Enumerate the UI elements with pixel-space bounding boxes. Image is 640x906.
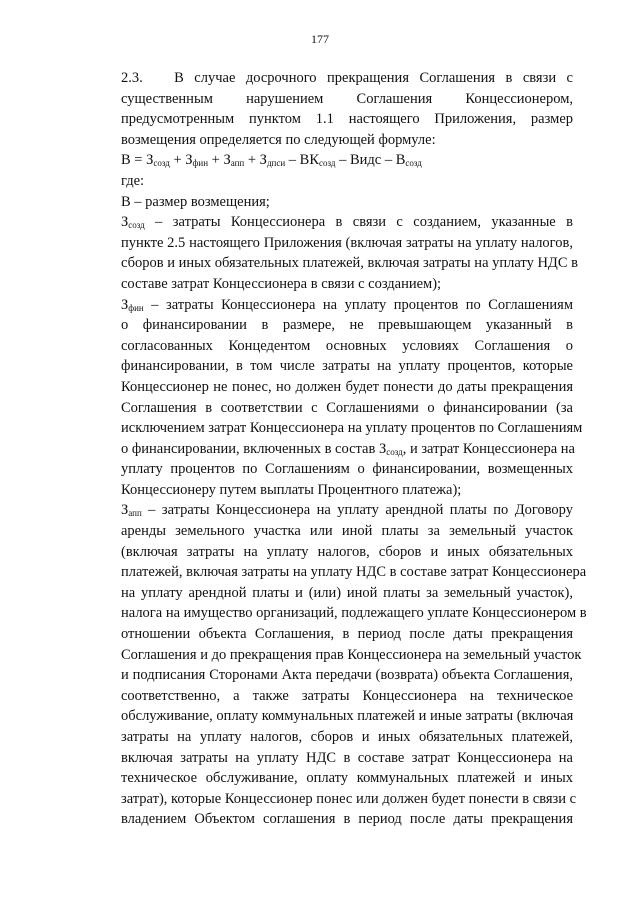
text-segment: + З (169, 152, 193, 169)
document-body (121, 68, 587, 830)
text-segment: аренды земельного участка или иной платы за земельный участок (121, 523, 573, 540)
text-line (121, 500, 573, 521)
text-segment: – Видс – В (335, 152, 406, 169)
text-segment: – затраты Концессионера на уплату арендной платы по Договору (141, 502, 573, 519)
text-line (121, 562, 587, 583)
text-line (121, 418, 583, 439)
subscript: дпси (266, 158, 286, 169)
subscript: апп (230, 158, 245, 169)
text-segment: где: (121, 172, 145, 189)
text-line (121, 809, 573, 830)
text-segment: исключением затрат Концессионера на уплату процентов по Соглашениям (121, 420, 583, 437)
text-line (121, 68, 573, 89)
text-line (121, 192, 573, 213)
text-segment: В = З (121, 152, 154, 169)
text-line (121, 624, 573, 645)
text-line (121, 789, 577, 810)
text-line (121, 748, 573, 769)
subscript: фин (128, 302, 144, 313)
subscript: созд (153, 158, 170, 169)
text-segment: составе затрат Концессионера в связи с созданием); (121, 275, 442, 292)
text-segment: – ВК (285, 152, 319, 169)
text-segment: – затраты Концессионера на уплату процентов по Соглашениям (143, 296, 573, 313)
text-line (121, 377, 573, 398)
text-segment: существенным нарушением Соглашения Концессионером, (121, 90, 573, 107)
subscript: созд (319, 158, 336, 169)
text-line (121, 356, 573, 377)
text-segment: (включая затраты на уплату налогов, сборов и иных обязательных (121, 543, 573, 560)
text-line (121, 295, 573, 316)
text-segment: пункте 2.5 настоящего Приложения (включая затраты на уплату налогов, (121, 234, 573, 251)
text-line (121, 686, 573, 707)
text-segment: соответственно, а также затраты Концессионера на техническое (121, 687, 573, 704)
text-line (121, 274, 573, 295)
text-line (121, 171, 573, 192)
text-line (121, 583, 573, 604)
text-segment: + З (208, 152, 231, 169)
text-line (121, 89, 573, 110)
subscript: созд (386, 446, 403, 457)
text-line (121, 459, 573, 480)
text-segment: уплату процентов по Соглашениям о финансировании, возмещенных (121, 461, 573, 478)
text-line (121, 706, 573, 727)
text-segment: включая затраты на уплату НДС в составе затрат Концессионера на (121, 749, 573, 766)
text-line (121, 336, 573, 357)
text-segment: 2.3. В случае досрочного прекращения Соглашения в связи с (121, 70, 573, 86)
text-line (121, 542, 573, 563)
text-segment: Концессионеру путем выплаты Процентного платежа); (121, 481, 462, 498)
text-segment: возмещения определяется по следующей формуле: (121, 131, 436, 148)
text-line (121, 768, 573, 789)
text-segment: – затраты Концессионера в связи с созданием, указанные в (144, 214, 573, 231)
text-line (121, 150, 573, 171)
text-line (121, 439, 573, 460)
text-line (121, 130, 573, 151)
text-segment: затраты на уплату налогов, сборов и иных обязательных платежей, (121, 729, 573, 745)
text-line (121, 212, 573, 233)
text-segment: З (121, 214, 129, 231)
text-line (121, 603, 587, 624)
text-segment: , и затрат Концессионера на (402, 440, 575, 457)
text-segment: владением Объектом соглашения в период после даты прекращения (121, 811, 573, 828)
text-segment: о финансировании в размере, не превышающем указанный в (121, 317, 573, 334)
text-segment: Соглашения в соответствии с Соглашениями о финансировании (за (121, 399, 573, 416)
text-line (121, 233, 573, 254)
text-segment: предусмотренным пунктом 1.1 настоящего Приложения, размер (121, 111, 573, 128)
text-segment: сборов и иных обязательных платежей, включая затраты на уплату НДС в (121, 255, 578, 272)
text-segment: на уплату арендной платы и (или) иной платы за земельный участок), (121, 584, 573, 601)
text-segment: согласованных Концедентом основных условиях Соглашения о (121, 337, 573, 354)
text-line (121, 315, 573, 336)
text-line (121, 109, 573, 130)
text-line (121, 645, 582, 666)
text-segment: Концессионер не понес, но должен будет понести до даты прекращения (121, 378, 573, 395)
text-segment: В – размер возмещения; (121, 193, 270, 210)
text-segment: отношении объекта Соглашения, в период после даты прекращения (121, 626, 573, 643)
page-number: 177 (311, 32, 329, 46)
text-segment: налога на имущество организаций, подлежащего уплате Концессионером в (121, 605, 587, 622)
text-line (121, 398, 573, 419)
text-segment: + З (244, 152, 267, 169)
text-segment: и подписания Сторонами Акта передачи (возврата) объекта Соглашения, (121, 667, 573, 684)
text-segment: З (121, 296, 129, 313)
subscript: созд (405, 158, 422, 169)
subscript: созд (128, 220, 145, 231)
subscript: фин (192, 158, 209, 169)
subscript: апп (128, 508, 142, 519)
text-segment: обслуживание, оплату коммунальных платежей и иные затраты (включая (121, 708, 574, 725)
text-line (121, 480, 573, 501)
text-line (121, 253, 578, 274)
text-segment: о финансировании, включенных в состав З (121, 440, 387, 457)
text-line (121, 665, 573, 686)
text-line (121, 727, 573, 748)
text-segment: Соглашения и до прекращения прав Концессионера на земельный участок (121, 646, 582, 663)
text-segment: З (121, 502, 129, 519)
text-segment: платежей, включая затраты на уплату НДС в составе затрат Концессионера (121, 564, 587, 581)
text-segment: техническое обслуживание, оплату коммунальных платежей и иных (121, 770, 573, 787)
text-segment: затрат), которые Концессионер понес или должен будет понести в связи с (121, 790, 577, 807)
text-segment: финансировании, в том числе затраты на уплату процентов, которые (121, 358, 573, 375)
text-line (121, 521, 573, 542)
